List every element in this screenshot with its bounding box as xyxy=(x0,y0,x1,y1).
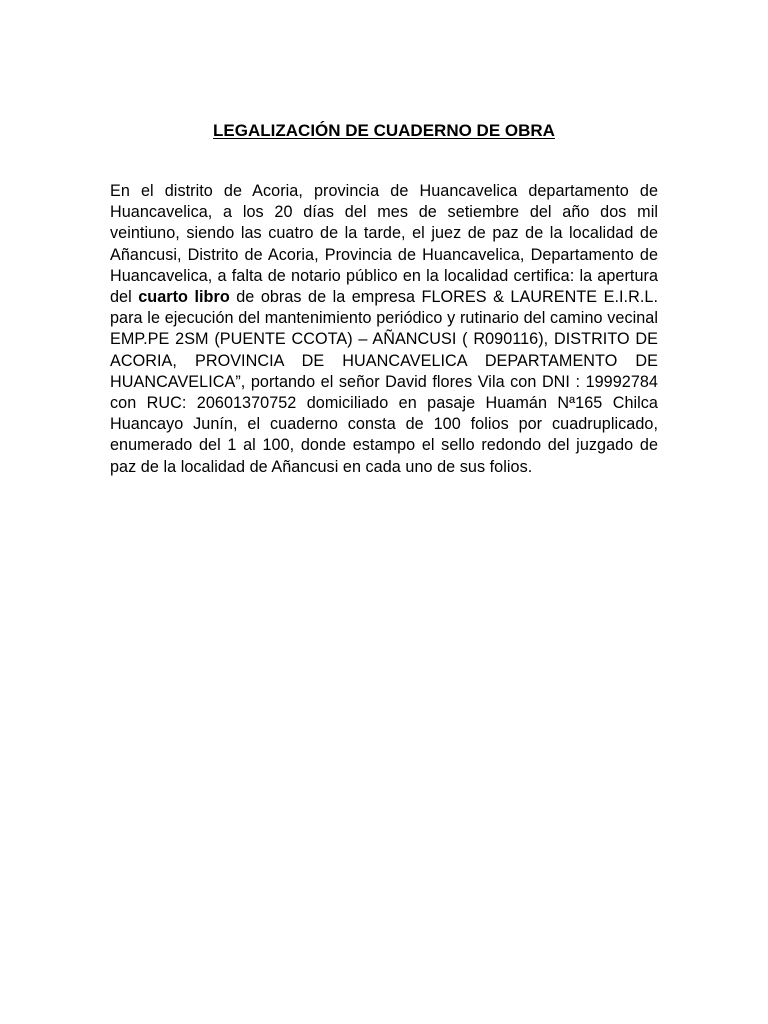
document-body-paragraph xyxy=(110,181,658,478)
body-text-part-2: de obras de la empresa FLORES & LAURENTE E.I.R.L. para le ejecución del mantenimiento periódico y rutinario del camino vecinal EMP.PE 2SM (PUENTE CCOTA) – AÑANCUSI ( R090116), DISTRITO DE ACORIA, PROVINCIA DE HUANCAVELICA DEPARTAMENTO DE HUANCAVELICA”, portando el señor David flores Vila con DNI : 19992784 con RUC: 20601370752 domiciliado en pasaje Huamán Nª165 Chilca Huancayo Junín, el cuaderno consta de 100 folios por cuadruplicado, enumerado del 1 al 100, donde estampo el sello redondo del juzgado de paz de la localidad de Añancusi en cada uno de sus folios. xyxy=(110,288,658,476)
document-title-text: LEGALIZACIÓN DE CUADERNO DE OBRA xyxy=(213,121,555,140)
body-text-part-1: En el distrito de Acoria, provincia de Huancavelica departamento de Huancavelica, a los 20 días del mes de setiembre del año dos mil veintiuno, siendo las cuatro de la tarde, el juez de paz de la localidad de Añancusi, Distrito de Acoria, Provincia de Huancavelica, Departamento de Huancavelica, a falta de notario público en la localidad certifica: la apertura del xyxy=(110,182,658,307)
document-title xyxy=(0,120,768,142)
body-text-emphasis: cuarto libro xyxy=(138,288,230,307)
